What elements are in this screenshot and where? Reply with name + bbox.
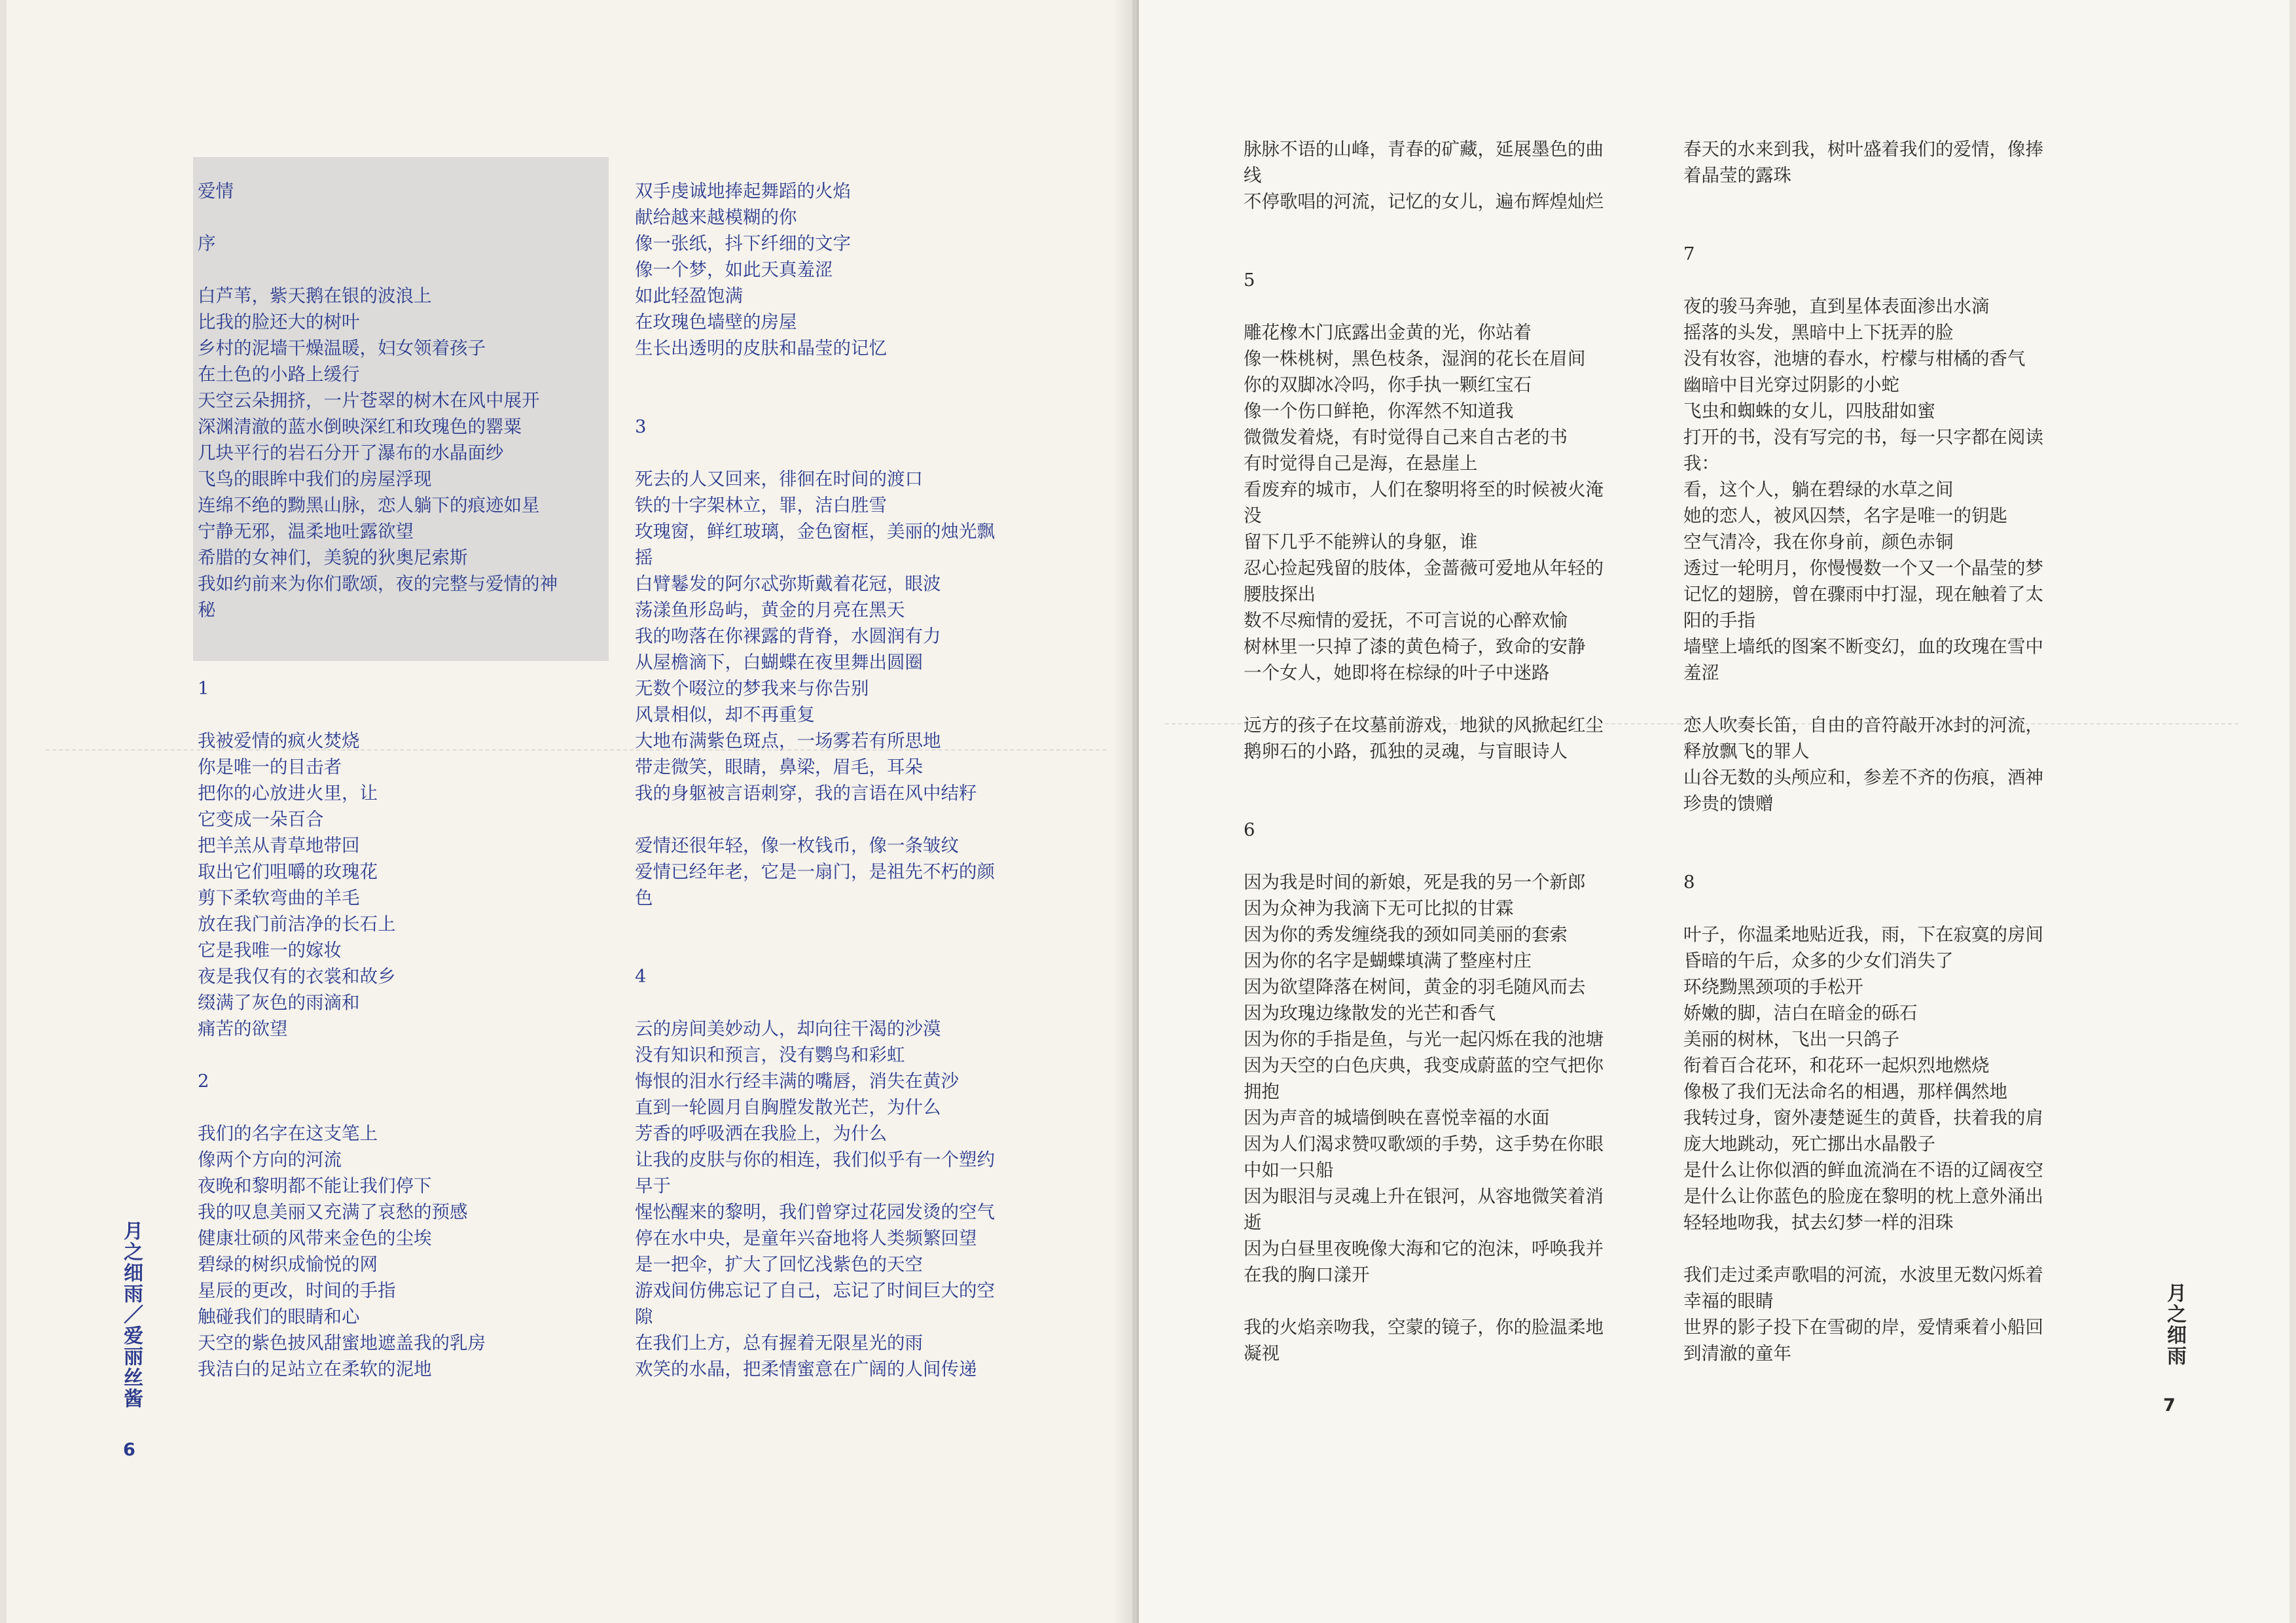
poem-line: 羞涩 bbox=[1683, 662, 1719, 683]
poem-line: 因为白昼里夜晚像大海和它的泡沫，呼唤我并 bbox=[1244, 1238, 1604, 1259]
poem-line: 白芦苇，紫天鹅在银的波浪上 bbox=[198, 285, 432, 306]
left-footer-title: 月之细雨／爱丽丝酱 bbox=[120, 1221, 143, 1409]
poem-line: 几块平行的岩石分开了瀑布的水晶面纱 bbox=[198, 442, 504, 463]
poem-line: 是什么让你蓝色的脸庞在黎明的枕上意外涌出 bbox=[1683, 1186, 2043, 1207]
poem-line: 记忆的翅膀，曾在骤雨中打湿，现在触着了太 bbox=[1683, 584, 2043, 605]
poem-line: 星辰的更改，时间的手指 bbox=[198, 1280, 396, 1301]
stanza-gap bbox=[198, 257, 617, 283]
poem-line: 飞虫和蜘蛛的女儿，四肢甜如蜜 bbox=[1683, 401, 1935, 421]
poem-line: 腰肢探出 bbox=[1244, 584, 1316, 605]
poem-line: 因为我是时间的新娘，死是我的另一个新郎 bbox=[1244, 872, 1586, 893]
stanza-gap bbox=[1244, 764, 1682, 791]
stanza-gap bbox=[198, 204, 617, 230]
stanza-gap bbox=[1244, 1288, 1682, 1314]
poem-line: 飞鸟的眼眸中我们的房屋浮现 bbox=[198, 469, 432, 490]
poem-line: 我的吻落在你裸露的背脊，水圆润有力 bbox=[635, 626, 941, 647]
left-column-2 bbox=[635, 178, 1093, 1382]
poem-line: 她的恋人，被风囚禁，名字是唯一的钥匙 bbox=[1683, 505, 2007, 526]
poem-line: 在玫瑰色墙壁的房屋 bbox=[635, 312, 797, 332]
stanza-gap bbox=[198, 649, 617, 675]
left-column-1 bbox=[198, 178, 617, 1382]
poem-line: 昏暗的午后，众多的少女们消失了 bbox=[1683, 950, 1954, 971]
poem-line: 摇落的头发，黑暗中上下抚弄的脸 bbox=[1683, 322, 1954, 343]
poem-line: 像两个方向的河流 bbox=[198, 1149, 342, 1170]
right-column-2 bbox=[1683, 136, 2128, 1366]
poem-line: 像一个梦，如此天真羞涩 bbox=[635, 259, 833, 280]
poem-line: 因为众神为我滴下无可比拟的甘霖 bbox=[1244, 898, 1514, 919]
poem-line: 留下几乎不能辨认的身躯，谁 bbox=[1244, 531, 1478, 552]
poem-line: 它变成一朵百合 bbox=[198, 809, 324, 830]
stanza-gap bbox=[635, 361, 1093, 387]
poem-line: 我们走过柔声歌唱的河流，水波里无数闪烁着 bbox=[1683, 1264, 2043, 1285]
poem-line: 我转过身，窗外凄楚诞生的黄昏，扶着我的肩 bbox=[1683, 1107, 2043, 1128]
poem-line: 我洁白的足站立在柔软的泥地 bbox=[198, 1359, 432, 1380]
poem-line: 白臂鬈发的阿尔忒弥斯戴着花冠，眼波 bbox=[635, 573, 941, 594]
poem-line: 希腊的女神们，美貌的狄奥尼索斯 bbox=[198, 547, 468, 568]
poem-line: 数不尽痴情的爱抚，不可言说的心醉欢愉 bbox=[1244, 610, 1568, 631]
poem-line: 大地布满紫色斑点，一场雾若有所思地 bbox=[635, 730, 941, 751]
poem-line: 脉脉不语的山峰，青春的矿藏，延展墨色的曲 bbox=[1244, 139, 1604, 160]
poem-line: 荡漾鱼形岛屿，黄金的月亮在黑天 bbox=[635, 599, 905, 620]
stanza-gap bbox=[1683, 843, 2128, 869]
section-number: 7 bbox=[1683, 243, 1695, 264]
poem-line: 透过一轮明月，你慢慢数一个又一个晶莹的梦 bbox=[1683, 558, 2043, 579]
poem-line: 夜晚和黎明都不能让我们停下 bbox=[198, 1175, 432, 1196]
poem-line: 死去的人又回来，徘徊在时间的渡口 bbox=[635, 469, 923, 490]
stanza-gap bbox=[1244, 843, 1682, 869]
stanza-gap bbox=[1244, 215, 1682, 241]
poem-line: 你的双脚冰冷吗，你手执一颗红宝石 bbox=[1244, 374, 1532, 395]
poem-line: 我的身躯被言语刺穿，我的言语在风中结籽 bbox=[635, 783, 977, 804]
poem-line: 远方的孩子在坟墓前游戏，地狱的风掀起红尘 bbox=[1244, 715, 1604, 736]
poem-line: 阳的手指 bbox=[1683, 610, 1755, 631]
left-page bbox=[7, 0, 1132, 1623]
poem-line: 叶子，你温柔地贴近我，雨，下在寂寞的房间 bbox=[1683, 924, 2043, 945]
poem-line: 它是我唯一的嫁妆 bbox=[198, 940, 342, 961]
poem-line: 痛苦的欲望 bbox=[198, 1018, 288, 1039]
stanza-gap bbox=[1683, 895, 2128, 921]
poem-line: 直到一轮圆月自胸膛发散光芒，为什么 bbox=[635, 1097, 941, 1118]
poem-line: 看废弃的城市，人们在黎明将至的时候被火淹 bbox=[1244, 479, 1604, 500]
poem-line: 幽暗中目光穿过阴影的小蛇 bbox=[1683, 374, 1899, 395]
poem-line: 乡村的泥墙干燥温暖，妇女领着孩子 bbox=[198, 338, 486, 359]
poem-line: 有时觉得自己是海，在悬崖上 bbox=[1244, 453, 1478, 474]
poem-line: 因为欲望降落在树间，黄金的羽毛随风而去 bbox=[1244, 976, 1586, 997]
poem-line: 云的房间美妙动人，却向往干渴的沙漠 bbox=[635, 1018, 941, 1039]
poem-line: 空气清冷，我在你身前，颜色赤铜 bbox=[1683, 531, 1954, 552]
poem-line: 深渊清澈的蓝水倒映深红和玫瑰色的罂粟 bbox=[198, 416, 522, 437]
poem-line: 早于 bbox=[635, 1175, 671, 1196]
poem-line: 没 bbox=[1244, 505, 1262, 526]
poem-line: 我： bbox=[1683, 453, 1719, 474]
poem-line: 健康壮硕的风带来金色的尘埃 bbox=[198, 1228, 432, 1249]
poem-line: 从屋檐滴下，白蝴蝶在夜里舞出圆圈 bbox=[635, 652, 923, 673]
poem-line: 天空的紫色披风甜蜜地遮盖我的乳房 bbox=[198, 1332, 486, 1353]
poem-line: 无数个啜泣的梦我来与你告别 bbox=[635, 678, 869, 699]
stanza-gap bbox=[1244, 293, 1682, 319]
right-column-1 bbox=[1244, 136, 1682, 1366]
poem-line: 微微发着烧，有时觉得自己来自古老的书 bbox=[1244, 427, 1568, 448]
poem-line: 线 bbox=[1244, 165, 1262, 186]
poem-line: 我的叹息美丽又充满了哀愁的预感 bbox=[198, 1202, 468, 1222]
poem-line: 碧绿的树织成愉悦的网 bbox=[198, 1254, 378, 1275]
poem-line: 因为声音的城墙倒映在喜悦幸福的水面 bbox=[1244, 1107, 1550, 1128]
poem-line: 生长出透明的皮肤和晶莹的记忆 bbox=[635, 338, 887, 359]
poem-line: 因为你的名字是蝴蝶填满了整座村庄 bbox=[1244, 950, 1532, 971]
poem-line: 比我的脸还大的树叶 bbox=[198, 312, 360, 332]
poem-line: 双手虔诚地捧起舞蹈的火焰 bbox=[635, 181, 851, 202]
poem-line: 没有知识和预言，没有鹦鸟和彩虹 bbox=[635, 1044, 905, 1065]
poem-line: 像一株桃树，黑色枝条，湿润的花长在眉间 bbox=[1244, 348, 1586, 369]
poem-line: 宁静无邪，温柔地吐露欲望 bbox=[198, 521, 414, 542]
poem-line: 像一张纸，抖下纤细的文字 bbox=[635, 233, 851, 254]
left-page-number: 6 bbox=[123, 1440, 135, 1460]
stanza-gap bbox=[198, 1042, 617, 1068]
poem-line: 秘 bbox=[198, 599, 216, 620]
poem-line: 摇 bbox=[635, 547, 653, 568]
section-number: 5 bbox=[1244, 270, 1255, 291]
stanza-gap bbox=[198, 623, 617, 649]
poem-line: 风景相似，却不再重复 bbox=[635, 704, 815, 725]
section-number: 2 bbox=[198, 1071, 209, 1092]
stanza-gap bbox=[198, 702, 617, 728]
poem-line: 像一个伤口鲜艳，你浑然不知道我 bbox=[1244, 401, 1514, 421]
right-footer-title: 月之细雨 bbox=[2163, 1283, 2186, 1366]
stanza-gap bbox=[635, 990, 1093, 1016]
poem-line: 让我的皮肤与你的相连，我们似乎有一个塑约 bbox=[635, 1149, 995, 1170]
poem-line: 春天的水来到我，树叶盛着我们的爱情，像捧 bbox=[1683, 139, 2043, 160]
stanza-gap bbox=[1683, 686, 2128, 712]
poem-line: 忍心捡起残留的肢体，金蔷薇可爱地从年轻的 bbox=[1244, 558, 1604, 579]
poem-line: 取出它们咀嚼的玫瑰花 bbox=[198, 861, 378, 882]
poem-line: 我的火焰亲吻我，空蒙的镜子，你的脸温柔地 bbox=[1244, 1317, 1604, 1338]
poem-line: 玫瑰窗，鲜红玻璃，金色窗框，美丽的烛光飘 bbox=[635, 521, 995, 542]
poem-line: 没有妆容，池塘的春水，柠檬与柑橘的香气 bbox=[1683, 348, 2026, 369]
poem-line: 我被爱情的疯火焚烧 bbox=[198, 730, 360, 751]
stanza-gap bbox=[635, 806, 1093, 832]
stanza-gap bbox=[1683, 215, 2128, 241]
poem-line: 爱情已经年老，它是一扇门，是祖先不朽的颜 bbox=[635, 861, 995, 882]
poem-line: 我们的名字在这支笔上 bbox=[198, 1123, 378, 1144]
section-number: 1 bbox=[198, 678, 209, 699]
poem-line: 珍贵的馈赠 bbox=[1683, 793, 1774, 814]
poem-line: 是什么让你似酒的鲜血流淌在不语的辽阔夜空 bbox=[1683, 1160, 2043, 1181]
poem-line: 在我们上方，总有握着无限星光的雨 bbox=[635, 1332, 923, 1353]
stanza-gap bbox=[635, 911, 1093, 937]
poem-line: 中如一只船 bbox=[1244, 1160, 1334, 1181]
stanza-gap bbox=[635, 387, 1093, 414]
poem-line: 娇嫩的脚，洁白在暗金的砾石 bbox=[1683, 1003, 1918, 1024]
poem-line: 墙壁上墙纸的图案不断变幻，血的玫瑰在雪中 bbox=[1683, 636, 2043, 657]
poem-line: 把你的心放进火里，让 bbox=[198, 783, 378, 804]
poem-line: 我如约前来为你们歌颂，夜的完整与爱情的神 bbox=[198, 573, 558, 594]
poem-line: 因为你的手指是鱼，与光一起闪烁在我的池塘 bbox=[1244, 1029, 1604, 1050]
poem-line: 轻轻地吻我，拭去幻梦一样的泪珠 bbox=[1683, 1212, 1954, 1233]
stanza-gap bbox=[1683, 267, 2128, 293]
stanza-gap bbox=[198, 1094, 617, 1120]
poem-line: 剪下柔软弯曲的羊毛 bbox=[198, 887, 360, 908]
poem-line: 雕花橡木门底露出金黄的光，你站着 bbox=[1244, 322, 1532, 343]
poem-line: 看，这个人，躺在碧绿的水草之间 bbox=[1683, 479, 1954, 500]
poem-line: 美丽的树林，飞出一只鸽子 bbox=[1683, 1029, 1899, 1050]
poem-line: 山谷无数的头颅应和，参差不齐的伤痕，酒神 bbox=[1683, 767, 2043, 788]
stanza-gap bbox=[1683, 188, 2128, 215]
section-heading: 序 bbox=[198, 233, 216, 254]
poem-line: 如此轻盈饱满 bbox=[635, 285, 743, 306]
poem-line: 触碰我们的眼睛和心 bbox=[198, 1306, 360, 1327]
poem-line: 环绕黝黑颈项的手松开 bbox=[1683, 976, 1863, 997]
poem-line: 释放飘飞的罪人 bbox=[1683, 741, 1810, 762]
poem-line: 停在水中央，是童年兴奋地将人类频繁回望 bbox=[635, 1228, 977, 1249]
section-number: 8 bbox=[1683, 872, 1695, 893]
poem-line: 悔恨的泪水行经丰满的嘴唇，消失在黄沙 bbox=[635, 1071, 959, 1092]
poem-line: 鹅卵石的小路，孤独的灵魂，与盲眼诗人 bbox=[1244, 741, 1568, 762]
poem-line: 游戏间仿佛忘记了自己，忘记了时间巨大的空 bbox=[635, 1280, 995, 1301]
poem-line: 树林里一只掉了漆的黄色椅子，致命的安静 bbox=[1244, 636, 1586, 657]
poem-line: 幸福的眼睛 bbox=[1683, 1291, 1774, 1311]
poem-line: 隙 bbox=[635, 1306, 653, 1327]
stanza-gap bbox=[1244, 791, 1682, 817]
poem-line: 惺忪醒来的黎明，我们曾穿过花园发烫的空气 bbox=[635, 1202, 995, 1222]
poem-line: 是一把伞，扩大了回忆浅紫色的天空 bbox=[635, 1254, 923, 1275]
poem-line: 铁的十字架林立，罪，洁白胜雪 bbox=[635, 495, 887, 516]
section-number: 3 bbox=[635, 416, 647, 437]
stanza-gap bbox=[1244, 686, 1682, 712]
poem-line: 凝视 bbox=[1244, 1343, 1280, 1364]
poem-line: 把羊羔从青草地带回 bbox=[198, 835, 360, 856]
poem-line: 夜是我仅有的衣裳和故乡 bbox=[198, 966, 396, 987]
poem-line: 在土色的小路上缓行 bbox=[198, 364, 360, 385]
right-page bbox=[1139, 0, 2289, 1623]
poem-line: 逝 bbox=[1244, 1212, 1262, 1233]
poem-line: 因为天空的白色庆典，我变成蔚蓝的空气把你 bbox=[1244, 1055, 1604, 1076]
stanza-gap bbox=[635, 937, 1093, 963]
poem-line: 打开的书，没有写完的书，每一只字都在阅读 bbox=[1683, 427, 2043, 448]
poem-line: 爱情还很年轻，像一枚钱币，像一条皱纹 bbox=[635, 835, 959, 856]
poem-line: 芳香的呼吸洒在我脸上，为什么 bbox=[635, 1123, 887, 1144]
poem-line: 色 bbox=[635, 887, 653, 908]
stanza-gap bbox=[1683, 817, 2128, 843]
poem-line: 庞大地跳动，死亡挪出水晶骰子 bbox=[1683, 1133, 1935, 1154]
stanza-gap bbox=[1683, 1236, 2128, 1262]
section-number: 4 bbox=[635, 966, 647, 987]
poem-line: 在我的胸口漾开 bbox=[1244, 1264, 1370, 1285]
right-page-number: 7 bbox=[2163, 1395, 2176, 1416]
poem-line: 夜的骏马奔驰，直到星体表面渗出水滴 bbox=[1683, 296, 1990, 317]
section-number: 6 bbox=[1244, 819, 1255, 840]
poem-line: 放在我门前洁净的长石上 bbox=[198, 914, 396, 935]
poem-line: 一个女人，她即将在棕绿的叶子中迷路 bbox=[1244, 662, 1550, 683]
stanza-gap bbox=[635, 440, 1093, 466]
poem-line: 着晶莹的露珠 bbox=[1683, 165, 1791, 186]
poem-line: 献给越来越模糊的你 bbox=[635, 207, 797, 228]
poem-line: 连绵不绝的黝黑山脉，恋人躺下的痕迹如星 bbox=[198, 495, 540, 516]
poem-line: 因为眼泪与灵魂上升在银河，从容地微笑着消 bbox=[1244, 1186, 1604, 1207]
poem-line: 因为你的秀发缠绕我的颈如同美丽的套索 bbox=[1244, 924, 1568, 945]
stanza-gap bbox=[1244, 241, 1682, 267]
poem-line: 衔着百合花环，和花环一起炽烈地燃烧 bbox=[1683, 1055, 1990, 1076]
poem-line: 欢笑的水晶，把柔情蜜意在广阔的人间传递 bbox=[635, 1359, 977, 1380]
poem-line: 拥抱 bbox=[1244, 1081, 1280, 1102]
poem-line: 缀满了灰色的雨滴和 bbox=[198, 992, 360, 1013]
poem-line: 世界的影子投下在雪砌的岸，爱情乘着小船回 bbox=[1683, 1317, 2043, 1338]
poem-line: 天空云朵拥挤，一片苍翠的树木在风中展开 bbox=[198, 390, 540, 411]
section-heading: 爱情 bbox=[198, 181, 234, 202]
poem-line: 像极了我们无法命名的相遇，那样偶然地 bbox=[1683, 1081, 2007, 1102]
poem-line: 带走微笑，眼睛，鼻梁，眉毛，耳朵 bbox=[635, 757, 923, 777]
poem-line: 恋人吹奏长笛，自由的音符敲开冰封的河流， bbox=[1683, 715, 2043, 736]
poem-line: 你是唯一的目击者 bbox=[198, 757, 342, 777]
poem-line: 因为人们渴求赞叹歌颂的手势，这手势在你眼 bbox=[1244, 1133, 1604, 1154]
poem-line: 到清澈的童年 bbox=[1683, 1343, 1791, 1364]
poem-line: 因为玫瑰边缘散发的光芒和香气 bbox=[1244, 1003, 1496, 1024]
poem-line: 不停歌唱的河流，记忆的女儿，遍布辉煌灿烂 bbox=[1244, 191, 1604, 212]
